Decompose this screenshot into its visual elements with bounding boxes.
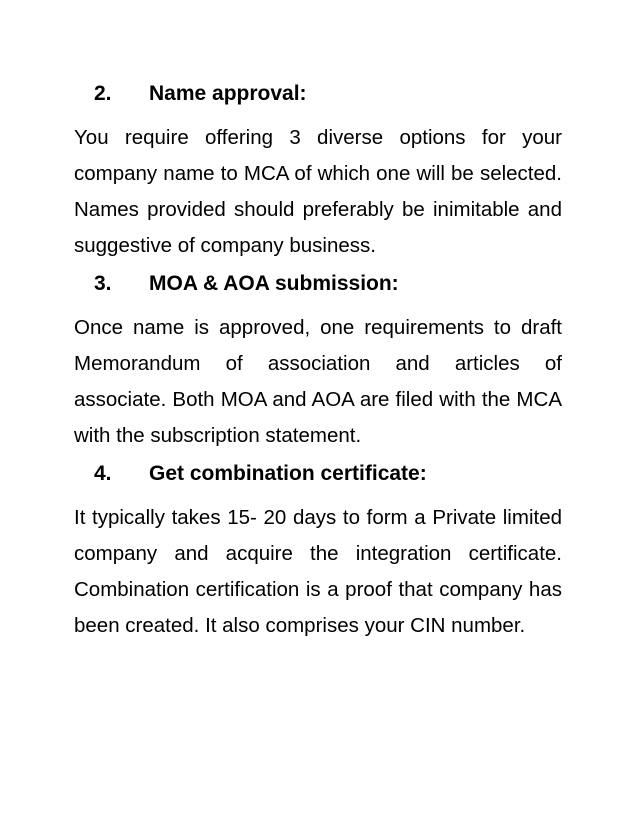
section-number: 2. xyxy=(94,82,112,105)
section-moa-aoa-submission xyxy=(74,270,562,454)
section-paragraph: Once name is approved, one requirements to draft Memorandum of association and articles of associate. Both MOA and AOA are filed with the MCA with the subscription statement. xyxy=(74,316,562,447)
section-combination-certificate xyxy=(74,460,562,644)
section-title: MOA & AOA submission: xyxy=(149,272,399,295)
section-name-approval xyxy=(74,80,562,264)
section-title: Name approval: xyxy=(149,82,307,105)
section-heading xyxy=(94,80,562,108)
section-heading xyxy=(94,270,562,298)
section-heading xyxy=(94,460,562,488)
section-title: Get combination certificate: xyxy=(149,462,427,485)
section-paragraph: You require offering 3 diverse options for your company name to MCA of which one will be selected. Names provided should preferably be inimitable and suggestive of company business. xyxy=(74,126,562,257)
section-paragraph: It typically takes 15- 20 days to form a Private limited company and acquire the integration certificate. Combination certification is a proof that company has been created. It also comprises your CIN number. xyxy=(74,506,562,637)
section-number: 3. xyxy=(94,272,112,295)
section-number: 4. xyxy=(94,462,112,485)
document-content xyxy=(74,80,562,650)
